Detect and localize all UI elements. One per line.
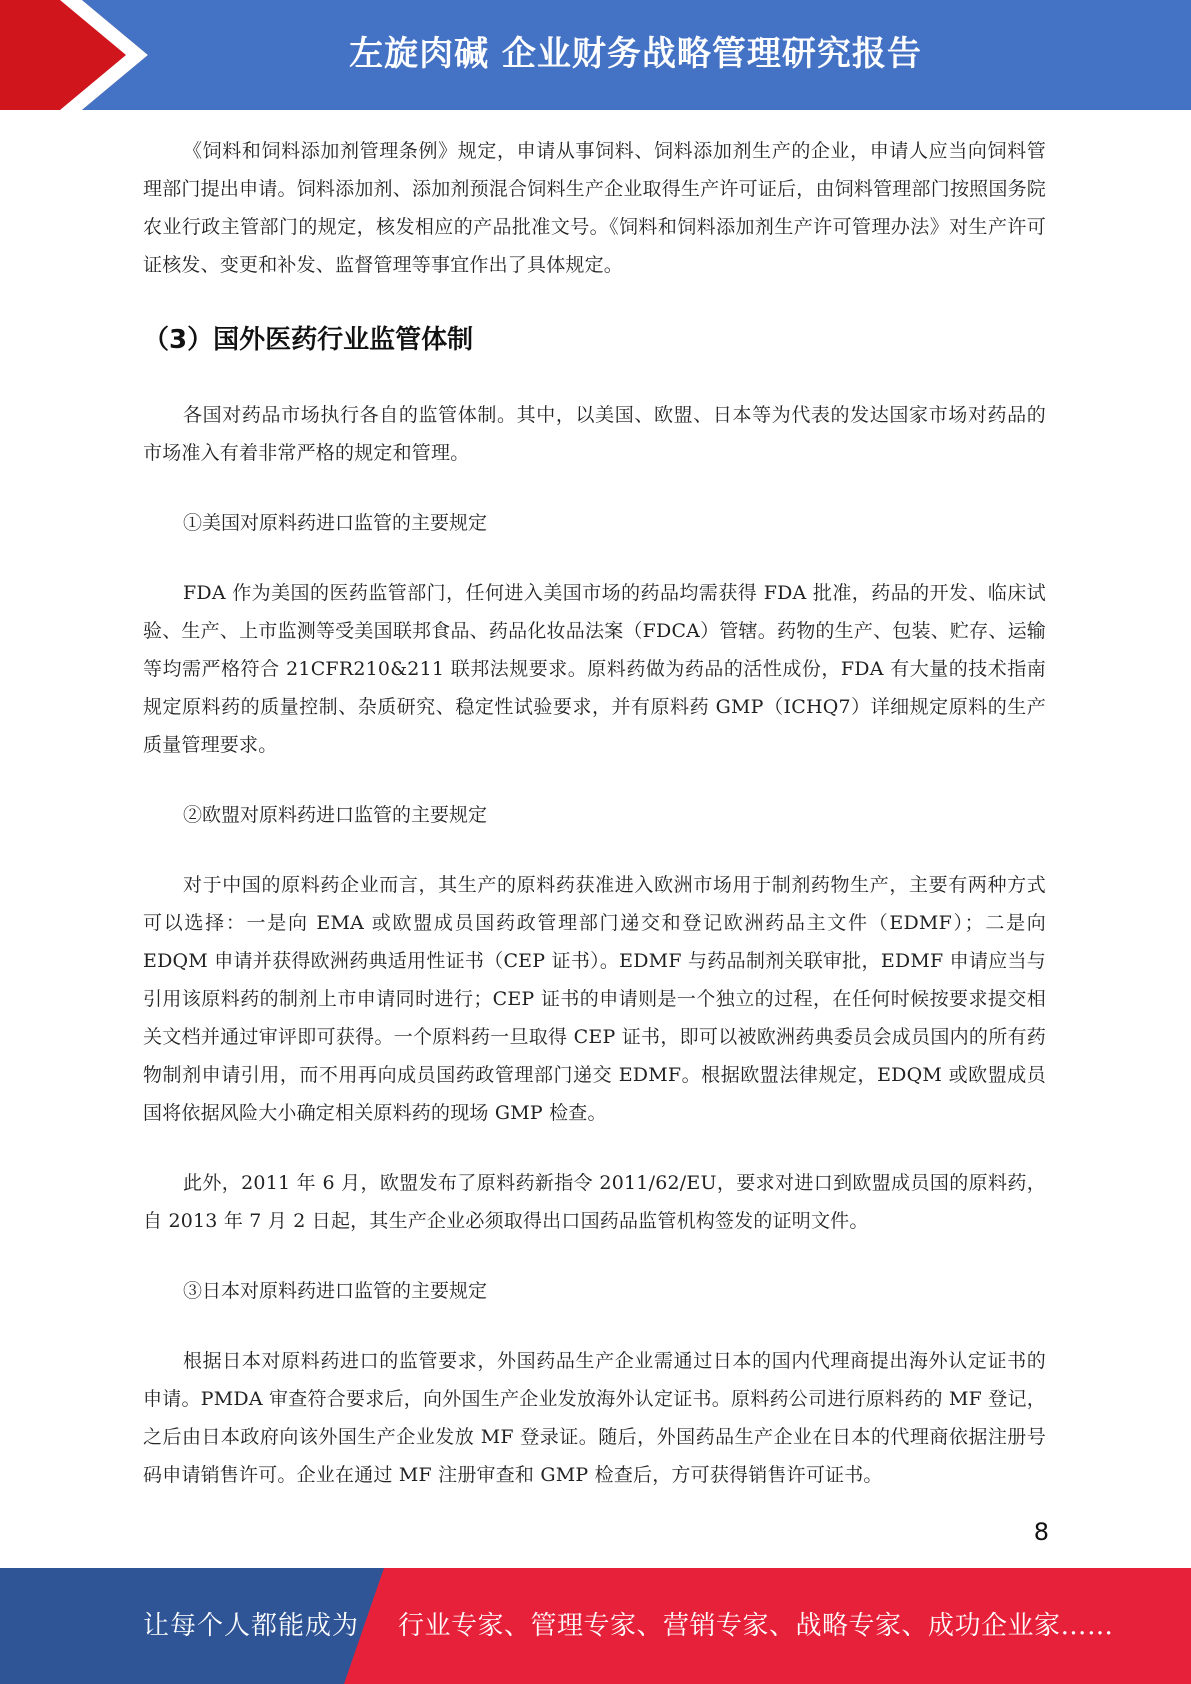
paragraph-japan: 根据日本对原料药进口的监管要求，外国药品生产企业需通过日本的国内代理商提出海外认定证书的申请。PMDA 审查符合要求后，向外国生产企业发放海外认定证书。原料药公司进行原料药的 MF 登记，之后由日本政府向该外国生产企业发放 MF 登录证。随后，外国药品生产企业在日本的代理商依据注册号码申请销售许可。企业在通过 MF 注册审查和 GMP 检查后，方可获得销售许可证书。 bbox=[143, 1350, 1046, 1486]
subheading-usa: ①美国对原料药进口监管的主要规定 bbox=[183, 512, 488, 534]
paragraph-usa: FDA 作为美国的医药监管部门，任何进入美国市场的药品均需获得 FDA 批准，药品的开发、临床试验、生产、上市监测等受美国联邦食品、药品化妆品法案（FDCA）管辖。药物的生产、包装、贮存、运输等均需严格符合 21CFR210&211 联邦法规要求。原料药做为药品的活性成份，FDA 有大量的技术指南规定原料药的质量控制、杂质研究、稳定性试验要求，并有原料药 GMP（ICHQ7）详细规定原料的生产质量管理要求。 bbox=[143, 582, 1046, 756]
page-number: 8 bbox=[1033, 1518, 1049, 1546]
page-footer bbox=[0, 1568, 1191, 1684]
paragraph-overview: 各国对药品市场执行各自的监管体制。其中，以美国、欧盟、日本等为代表的发达国家市场对药品的市场准入有着非常严格的规定和管理。 bbox=[143, 404, 1046, 464]
subheading-eu: ②欧盟对原料药进口监管的主要规定 bbox=[183, 804, 488, 826]
footer-slogan-right: 行业专家、管理专家、营销专家、战略专家、成功企业家…… bbox=[398, 1611, 1114, 1641]
document-title: 左旋肉碱 企业财务战略管理研究报告 bbox=[349, 34, 922, 74]
footer-slogan-left: 让每个人都能成为 bbox=[143, 1611, 360, 1641]
page-content bbox=[143, 132, 1046, 1494]
subheading-japan: ③日本对原料药进口监管的主要规定 bbox=[183, 1280, 488, 1302]
section-heading: （3）国外医药行业监管体制 bbox=[143, 325, 474, 355]
paragraph-eu-directive: 此外，2011 年 6 月，欧盟发布了原料药新指令 2011/62/EU，要求对进口到欧盟成员国的原料药，自 2013 年 7 月 2 日起，其生产企业必须取得出口国药品监管机构签发的证明文件。 bbox=[143, 1172, 1046, 1232]
page-header bbox=[0, 0, 1191, 110]
paragraph-feed-regulation: 《饲料和饲料添加剂管理条例》规定，申请从事饲料、饲料添加剂生产的企业，申请人应当向饲料管理部门提出申请。饲料添加剂、添加剂预混合饲料生产企业取得生产许可证后，由饲料管理部门按照国务院农业行政主管部门的规定，核发相应的产品批准文号。《饲料和饲料添加剂生产许可管理办法》对生产许可证核发、变更和补发、监督管理等事宜作出了具体规定。 bbox=[143, 140, 1046, 276]
paragraph-eu: 对于中国的原料药企业而言，其生产的原料药获准进入欧洲市场用于制剂药物生产，主要有两种方式可以选择：一是向 EMA 或欧盟成员国药政管理部门递交和登记欧洲药品主文件（EDMF）；二是向 EDQM 申请并获得欧洲药典适用性证书（CEP 证书）。EDMF 与药品制剂关联审批，EDMF 申请应当与引用该原料药的制剂上市申请同时进行；CEP 证书的申请则是一个独立的过程，在任何时候按要求提交相关文档并通过审评即可获得。一个原料药一旦取得 CEP 证书，即可以被欧洲药典委员会成员国内的所有药物制剂申请引用，而不用再向成员国药政管理部门递交 EDMF。根据欧盟法律规定，EDQM 或欧盟成员国将依据风险大小确定相关原料药的现场 GMP 检查。 bbox=[143, 874, 1046, 1124]
